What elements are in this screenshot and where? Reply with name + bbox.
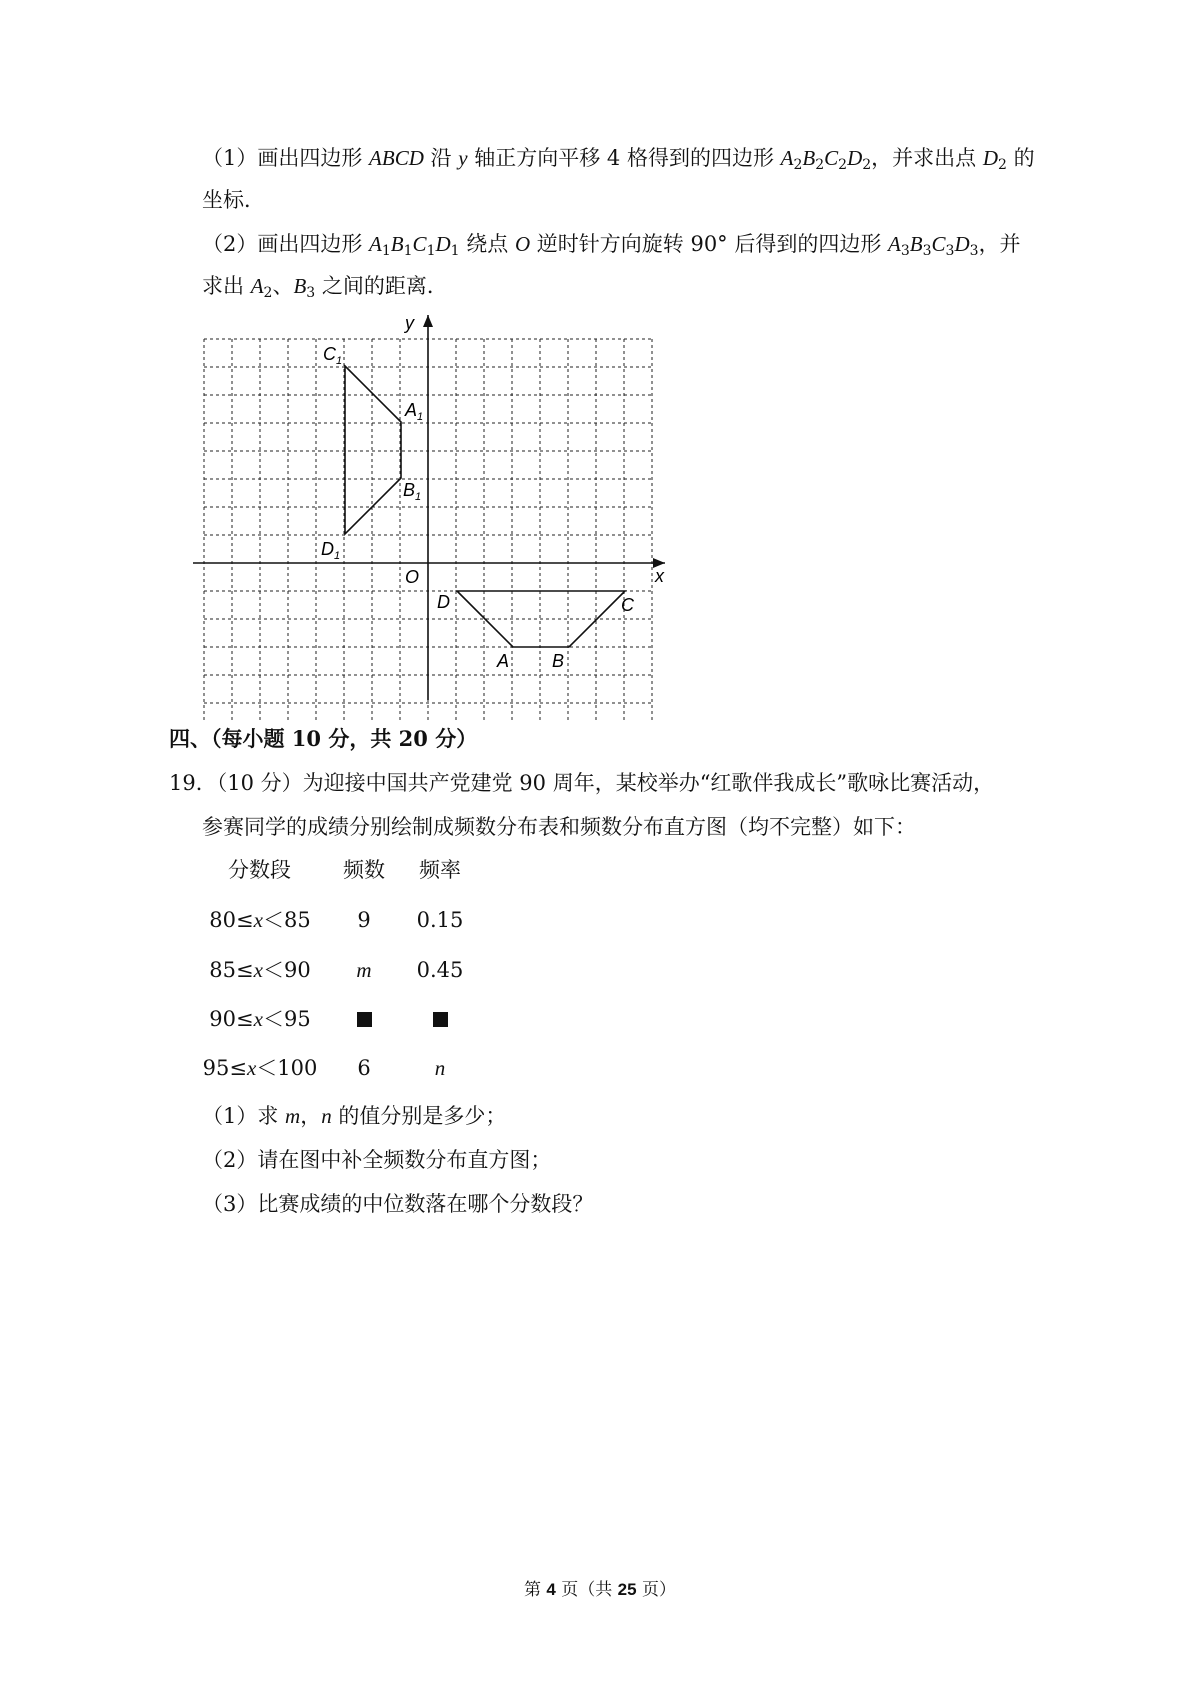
text-run: 沿 [423,146,459,170]
footer-suffix: 页） [636,1580,676,1600]
q19-sub2: （2）请在图中补全频数分布直方图； [202,1148,552,1172]
table-cell-score-range [190,955,330,985]
table-cell-frequency [329,1053,399,1083]
subscript: 2 [838,157,848,173]
text-run: ，并求出点 [871,146,983,170]
range-part: ＜ [262,908,284,932]
math-variable: A [369,232,382,256]
label-a: A [497,651,510,671]
redacted-square [357,1012,372,1027]
range-part: x [253,1007,263,1031]
q19-sub3: （3）比赛成绩的中位数落在哪个分数段？ [202,1192,594,1216]
math-variable: C [824,146,839,170]
text-run: 、 [272,274,294,298]
math-variable: A [888,232,901,256]
range-part: ＜ [262,1007,284,1031]
cell-value: 0.15 [416,908,464,932]
math-variable: D [982,146,999,170]
range-part: ≤ [236,1007,254,1031]
subscript: 2 [862,157,872,173]
q18-part2-line1 [202,229,1021,259]
range-part: ＜ [256,1056,278,1080]
section-4-heading: 四、（每小题 10 分，共 20 分） [169,726,478,751]
text-run: （1）画出四边形 [202,146,370,170]
y-axis-label: y [405,313,414,333]
range-part: ≤ [236,908,254,932]
math-variable: B [802,146,816,170]
range-part: 90 [283,958,311,982]
text-run: 轴正方向平移 4 格得到的四边形 [467,146,781,170]
range-part: ≤ [229,1056,247,1080]
table-cell-rate [404,905,476,935]
subscript: 2 [815,157,825,173]
table-header-frequency: 频数 [343,858,385,882]
y-axis-arrow [423,315,433,327]
q19-sub1 [202,1101,506,1131]
q18-part1-line1 [202,143,1035,173]
range-part: x [253,908,263,932]
text-run: 逆时针方向旋转 90° 后得到的四边形 [530,232,889,256]
range-part: x [246,1056,257,1080]
math-variable: m [285,1104,301,1128]
cell-value: 9 [357,908,371,932]
text-run: 的值分别是多少； [331,1104,507,1128]
table-cell-score-range [190,1053,330,1083]
q18-part1-line2: 坐标． [202,188,265,212]
range-part: 85 [283,908,311,932]
label-d: D [437,592,450,612]
coordinate-grid-figure [185,305,685,720]
table-cell-rate [404,955,476,985]
label-d1: $D_1$ [321,539,341,562]
label-b: B [552,651,565,671]
footer-page-number: 4 [546,1580,556,1599]
math-variable: O [514,232,531,256]
label-c1: $C_1$ [323,344,343,367]
math-variable: D [435,232,451,256]
math-variable: C [412,232,427,256]
text-run: （2）画出四边形 [202,232,370,256]
math-variable: B [909,232,923,256]
footer-total-pages: 25 [617,1580,637,1599]
redacted-square [433,1012,448,1027]
q19-line1: 19．（10 分）为迎接中国共产党建党 90 周年，某校举办“红歌伴我成长”歌咏比赛活动， [169,771,995,795]
math-variable: n [321,1104,332,1128]
math-variable: B [293,274,307,298]
x-axis-label: x [655,566,664,586]
label-a1: $A_1$ [405,400,424,423]
range-part: 90 [209,1007,237,1031]
table-cell-score-range [190,905,330,935]
text-run: （1）求 [202,1104,286,1128]
subscript: 2 [998,157,1007,173]
table-header-rate: 频率 [419,858,461,882]
subscript: 3 [922,243,932,259]
table-cell-frequency [329,955,399,985]
subscript: 1 [403,243,413,259]
range-part: 80 [209,908,237,932]
range-part: 95 [202,1056,230,1080]
subscript: 3 [306,285,316,301]
text-run: 绕点 [459,232,515,256]
subscript: 2 [263,285,273,301]
subscript: 3 [969,243,979,259]
subscript: 3 [900,243,910,259]
footer-middle: 页（共 [555,1580,618,1600]
math-variable: D [847,146,863,170]
range-part: ≤ [236,958,254,982]
quadrilateral-a1b1c1d1 [345,366,401,534]
q19-line2: 参赛同学的成绩分别绘制成频数分布表和频数分布直方图（均不完整）如下： [202,815,916,839]
range-part: 85 [209,958,237,982]
math-variable: A [780,146,794,170]
table-cell-frequency [329,1004,399,1034]
table-cell-score-range [190,1004,330,1034]
text-run: ，并 [978,232,1021,256]
subscript: 1 [426,243,436,259]
math-variable: C [931,232,946,256]
range-part: 100 [277,1056,318,1080]
q18-part2-line2 [202,271,448,301]
table-cell-rate [404,1053,476,1083]
math-variable: ABCD [369,146,424,170]
math-variable: A [250,274,264,298]
math-variable: D [954,232,970,256]
text-run: 的 [1006,146,1035,170]
unknown-variable: n [434,1056,446,1080]
math-variable: y [458,146,468,170]
subscript: 2 [793,157,803,173]
text-run: ， [300,1104,322,1128]
subscript: 3 [945,243,955,259]
cell-value: 6 [357,1056,371,1080]
text-run: 求出 [202,274,251,298]
unknown-variable: m [356,958,372,982]
page-footer [0,1575,1200,1605]
cell-value: 0.45 [416,958,464,982]
subscript: 1 [381,243,391,259]
range-part: 95 [283,1007,311,1031]
label-b1: $B_1$ [403,480,422,503]
subscript: 1 [450,243,460,259]
footer-prefix: 第 [523,1580,547,1600]
math-variable: B [390,232,404,256]
range-part: x [253,958,263,982]
label-c: C [621,595,634,615]
table-header-score-range: 分数段 [228,858,291,882]
table-cell-rate [404,1004,476,1034]
text-run: 之间的距离． [315,274,448,298]
table-cell-frequency [329,905,399,935]
range-part: ＜ [262,958,284,982]
origin-label: O [405,567,420,587]
